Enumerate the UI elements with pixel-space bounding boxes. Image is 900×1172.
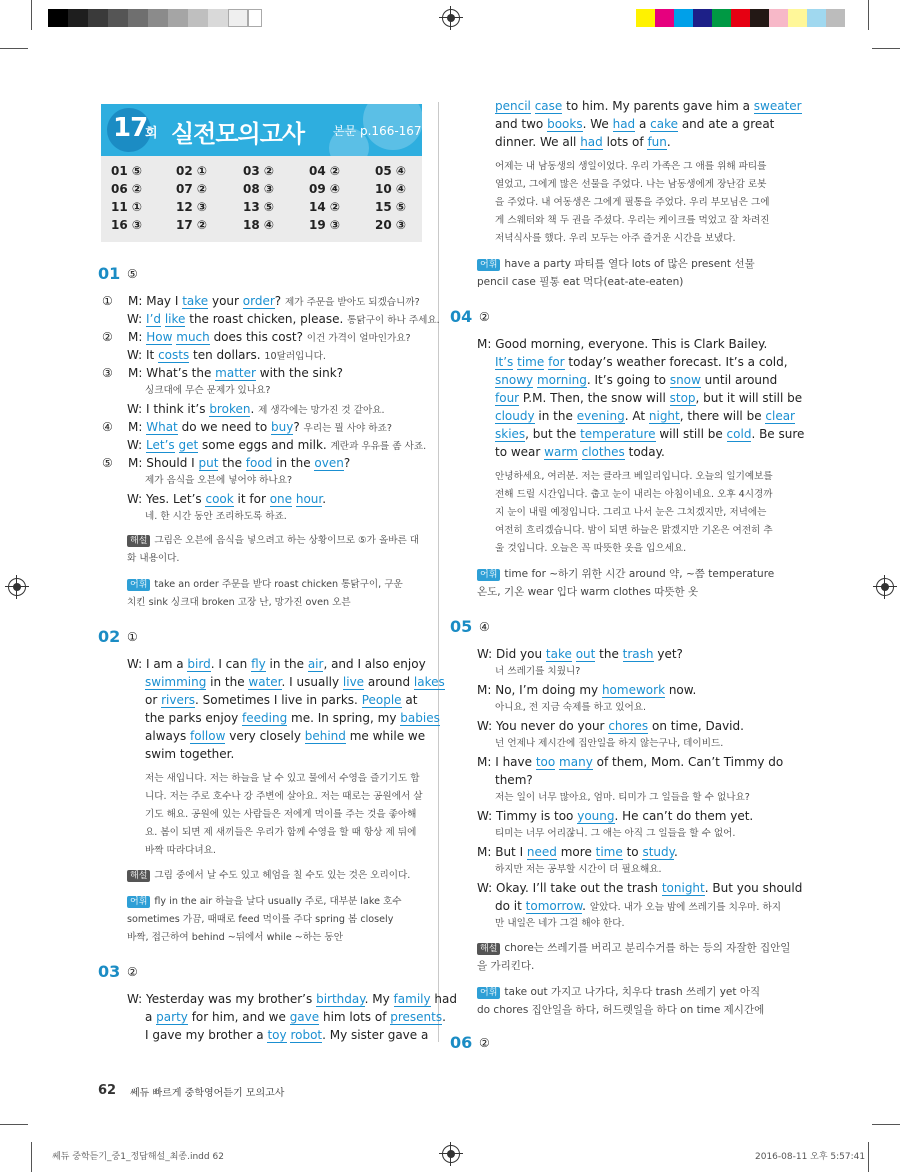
translation-text: 만 내일은 네가 그걸 해야 한다. (495, 918, 625, 929)
transcript-line: always follow very closely behind me while we (145, 729, 426, 743)
translation-text: 요. 봄이 되면 제 새끼들은 우리가 함께 수영을 할 때 항상 제 뒤에 (145, 827, 417, 838)
print-date: 2016-08-11 오후 5:57:41 (755, 1152, 866, 1162)
vocab-tag: 어휘 (477, 569, 500, 581)
answer-item: 05 ④ (375, 164, 407, 178)
answer-item: 10 ④ (375, 182, 407, 196)
page-number: 62 (98, 1083, 117, 1098)
translation-text: 전해 드릴 시간입니다. 춥고 눈이 내리는 아침이네요. 오후 4시경까 (495, 489, 773, 500)
transcript-line: W: I’d like the roast chicken, please. 통닭구이 하나 주세요. (127, 312, 440, 326)
translation-text: 10달러입니다. (264, 351, 326, 362)
answer-item: 03 ② (243, 164, 275, 178)
transcript-line: snowy morning. It’s going to snow until around (495, 373, 778, 387)
question-number: 01 (98, 264, 121, 283)
answer-item: 02 ① (176, 164, 208, 178)
transcript-line: to wear warm clothes today. (495, 445, 665, 459)
solution-tag: 해설 (127, 535, 150, 547)
translation-text: 계란과 우유를 좀 사죠. (330, 441, 427, 452)
transcript-line: W: Timmy is too young. He can’t do them yet. (477, 809, 754, 823)
translation-text: 싱크대에 무슨 문제가 있나요? (145, 385, 271, 396)
vocab-tag: 어휘 (477, 259, 500, 271)
solution-text: 을 가리킨다. (477, 960, 535, 972)
translation-text: 게 스웨터와 책 두 권을 주셨다. 우리는 케이크를 먹었고 잘 차려진 (495, 215, 770, 226)
translation-text: 울 것입니다. 오늘은 꼭 따뜻한 옷을 입으세요. (495, 543, 687, 554)
transcript-line: ③ M: What’s the matter with the sink? (102, 366, 344, 380)
answer-item: 17 ② (176, 218, 208, 232)
test-header (101, 104, 422, 156)
transcript-line: W: I think it’s broken. 제 생각에는 망가진 것 같아요. (127, 402, 385, 416)
transcript-line: W: I am a bird. I can fly in the air, and I also enjoy (127, 657, 426, 671)
transcript-line: and two books. We had a cake and ate a great (495, 117, 775, 131)
translation-text: 여전히 흐리겠습니다. 밤이 되면 하늘은 맑겠지만 기온은 여전히 추 (495, 525, 773, 536)
translation-text: 어제는 내 남동생의 생일이었다. 우리 가족은 그 애를 위해 파티를 (495, 161, 767, 172)
test-number-suffix: 회 (145, 126, 158, 141)
question-number: 04 (450, 307, 473, 326)
transcript-line: ⑤ M: Should I put the food in the oven? (102, 456, 351, 470)
transcript-line: W: It costs ten dollars. 10달러입니다. (127, 348, 326, 362)
question-answer: ④ (479, 620, 490, 634)
translation-text: 하지만 저는 공부할 시간이 더 필요해요. (495, 864, 662, 875)
vocab-text: 치킨 sink 싱크대 broken 고장 난, 망가진 oven 오븐 (127, 597, 351, 608)
question-number: 03 (98, 962, 121, 981)
question-answer: ② (127, 965, 138, 979)
answer-item: 07 ② (176, 182, 208, 196)
answer-item: 06 ② (111, 182, 143, 196)
vocab-text: 바짝, 접근하여 behind ~뒤에서 while ~하는 동안 (127, 932, 343, 943)
transcript-line: do it tomorrow. 알았다. 내가 오늘 밤에 쓰레기를 치우마. 하지 (495, 899, 782, 913)
answer-item: 14 ② (309, 200, 341, 214)
translation-text: 열었고, 그에게 많은 선물을 주었다. 나는 남동생에게 장난감 로봇 (495, 179, 767, 190)
translation-text: 저녁식사를 했다. 우리 모두는 아주 즐거운 시간을 보냈다. (495, 233, 736, 244)
answer-item: 11 ① (111, 200, 143, 214)
transcript-line: pencil case to him. My parents gave him a sweater (495, 99, 802, 113)
transcript-line: skies, but the temperature will still be cold. Be sure (495, 427, 805, 441)
translation-text: 알았다. 내가 오늘 밤에 쓰레기를 치우마. 하지 (589, 902, 782, 913)
answer-item: 12 ③ (176, 200, 208, 214)
translation-text: 넌 언제나 제시간에 집안일을 하지 않는구나, 데이비드. (495, 738, 724, 749)
column-divider (438, 102, 439, 1042)
vocab-tag: 어휘 (127, 896, 150, 908)
question-answer: ② (479, 1036, 490, 1050)
vocab-text: pencil case 필통 eat 먹다(eat-ate-eaten) (477, 276, 684, 288)
translation-text: 니다. 저는 주로 호수나 강 주변에 살아요. 저는 때로는 공원에서 살 (145, 791, 423, 802)
transcript-line: ④ M: What do we need to buy? 우리는 뭘 사야 하죠? (102, 420, 392, 434)
vocab-text: do chores 집안일을 하다, 허드렛일을 하다 on time 제시간에 (477, 1004, 765, 1016)
vocab-text: 어휘 take out 가지고 나가다, 치우다 trash 쓰레기 yet 아직 (477, 983, 760, 1001)
answer-item: 16 ③ (111, 218, 143, 232)
question-number: 06 (450, 1033, 473, 1052)
question-answer: ② (479, 310, 490, 324)
vocab-text: 온도, 기온 wear 입다 warm clothes 따뜻한 옷 (477, 586, 699, 598)
solution-tag: 해설 (127, 870, 150, 882)
registration-mark-left (8, 578, 26, 596)
transcript-line: or rivers. Sometimes I live in parks. People at (145, 693, 418, 707)
translation-text: 제 생각에는 망가진 것 같아요. (258, 405, 385, 416)
answer-item: 19 ③ (309, 218, 341, 232)
translation-text: 지 눈이 내릴 예정입니다. 그리고 나서 눈은 그치겠지만, 저녁에는 (495, 507, 767, 518)
answer-item: 13 ⑤ (243, 200, 275, 214)
transcript-line: dinner. We all had lots of fun. (495, 135, 671, 149)
registration-mark-bottom (442, 1145, 460, 1163)
vocab-tag: 어휘 (127, 579, 150, 591)
translation-text: 저는 새입니다. 저는 하늘을 날 수 있고 물에서 수영을 즐기기도 합 (145, 773, 420, 784)
answer-item: 01 ⑤ (111, 164, 143, 178)
transcript-line: M: But I need more time to study. (477, 845, 678, 859)
translation-text: 안녕하세요, 여러분. 저는 클라크 베일리입니다. 오늘의 일기예보를 (495, 471, 773, 482)
solution-text: 해설 chore는 쓰레기를 버리고 분리수거를 하는 등의 자잘한 집안일 (477, 939, 790, 957)
file-slug: 쎄듀 중학듣기_중1_정답해설_최종.indd 62 (52, 1152, 224, 1162)
transcript-line: a party for him, and we gave him lots of presents. (145, 1010, 446, 1024)
vocab-text: 어휘 time for ~하기 위한 시간 around 약, ~쯤 temperature (477, 565, 774, 583)
transcript-line: W: You never do your chores on time, David. (477, 719, 744, 733)
answer-item: 09 ④ (309, 182, 341, 196)
translation-text: 이건 가격이 얼마인가요? (306, 333, 411, 344)
vocab-tag: 어휘 (477, 987, 500, 999)
translation-text: 바짝 따라다녀요. (145, 845, 216, 856)
test-title: 실전모의고사 (171, 120, 305, 148)
translation-text: 저는 일이 너무 많아요, 엄마. 티미가 그 일들을 할 수 없나요? (495, 792, 750, 803)
question-number: 02 (98, 627, 121, 646)
transcript-line: M: I have too many of them, Mom. Can’t Timmy do (477, 755, 784, 769)
answer-item: 18 ④ (243, 218, 275, 232)
translation-text: 을 주었다. 내 여동생은 그에게 필통을 주었다. 우리 부모님은 그에 (495, 197, 770, 208)
answer-item: 08 ③ (243, 182, 275, 196)
translation-text: 네. 한 시간 동안 조리하도록 하죠. (145, 511, 287, 522)
translation-text: 제가 주문을 받아도 되겠습니까? (284, 297, 420, 308)
solution-text: 해설 그림은 오븐에 음식을 넣으려고 하는 상황이므로 ⑤가 올바른 대 (127, 532, 419, 550)
solution-tag: 해설 (477, 943, 500, 955)
transcript-line: the parks enjoy feeding me. In spring, my babies (145, 711, 440, 725)
transcript-line: W: Okay. I’ll take out the trash tonight. But you should (477, 881, 803, 895)
translation-text: 너 쓰레기를 치웠니? (495, 666, 581, 677)
question-number: 05 (450, 617, 473, 636)
translation-text: 제가 음식을 오븐에 넣어야 하나요? (145, 475, 293, 486)
answer-item: 20 ③ (375, 218, 407, 232)
transcript-line: M: No, I’m doing my homework now. (477, 683, 697, 697)
registration-mark-top (442, 9, 460, 27)
transcript-line: W: Yesterday was my brother’s birthday. My family had (127, 992, 457, 1006)
transcript-line: them? (495, 773, 533, 787)
registration-mark-right (876, 578, 894, 596)
test-number: 17 (113, 113, 148, 143)
transcript-line: W: Yes. Let’s cook it for one hour. (127, 492, 327, 506)
page-reference: 본문 p.166-167 (333, 124, 422, 138)
transcript-line: W: Did you take out the trash yet? (477, 647, 683, 661)
vocab-text: 어휘 take an order 주문을 받다 roast chicken 통닭구이, 구운 (127, 576, 403, 594)
vocab-text: 어휘 have a party 파티를 열다 lots of 많은 present 선물 (477, 255, 755, 273)
transcript-line: ② M: How much does this cost? 이건 가격이 얼마인가요? (102, 330, 411, 344)
translation-text: 통닭구이 하나 주세요. (347, 315, 440, 326)
book-title: 쎄듀 빠르게 중학영어듣기 모의고사 (130, 1088, 285, 1099)
answer-key-grid (101, 156, 422, 242)
transcript-line: four P.M. Then, the snow will stop, but it will still be (495, 391, 803, 405)
translation-text: 티미는 너무 어리잖니. 그 애는 아직 그 일들을 할 수 없어. (495, 828, 736, 839)
transcript-line: ① M: May I take your order? 제가 주문을 받아도 되겠습니까? (102, 294, 420, 308)
translation-text: 아니요, 전 지금 숙제를 하고 있어요. (495, 702, 647, 713)
answer-item: 04 ② (309, 164, 341, 178)
vocab-text: 어휘 fly in the air 하늘을 날다 usually 주로, 대부분 lake 호수 (127, 893, 402, 911)
answer-item: 15 ⑤ (375, 200, 407, 214)
transcript-line: M: Good morning, everyone. This is Clark Bailey. (477, 337, 768, 351)
transcript-line: cloudy in the evening. At night, there will be clear (495, 409, 795, 423)
solution-text: 화 내용이다. (127, 553, 180, 564)
transcript-line: swimming in the water. I usually live around lakes (145, 675, 445, 689)
question-answer: ① (127, 630, 138, 644)
vocab-text: sometimes 가끔, 때때로 feed 먹이를 주다 spring 봄 closely (127, 914, 394, 925)
transcript-line: W: Let’s get some eggs and milk. 계란과 우유를 좀 사죠. (127, 438, 427, 452)
transcript-line: It’s time for today’s weather forecast. It’s a cold, (495, 355, 788, 369)
transcript-line: swim together. (145, 747, 235, 761)
transcript-line: I gave my brother a toy robot. My sister gave a (145, 1028, 429, 1042)
translation-text: 우리는 뭘 사야 하죠? (303, 423, 392, 434)
question-answer: ⑤ (127, 267, 138, 281)
translation-text: 기도 해요. 공원에 있는 사람들은 저에게 먹이를 주는 것을 좋아해 (145, 809, 417, 820)
solution-text: 해설 그림 중에서 날 수도 있고 헤엄을 칠 수도 있는 것은 오리이다. (127, 867, 410, 885)
